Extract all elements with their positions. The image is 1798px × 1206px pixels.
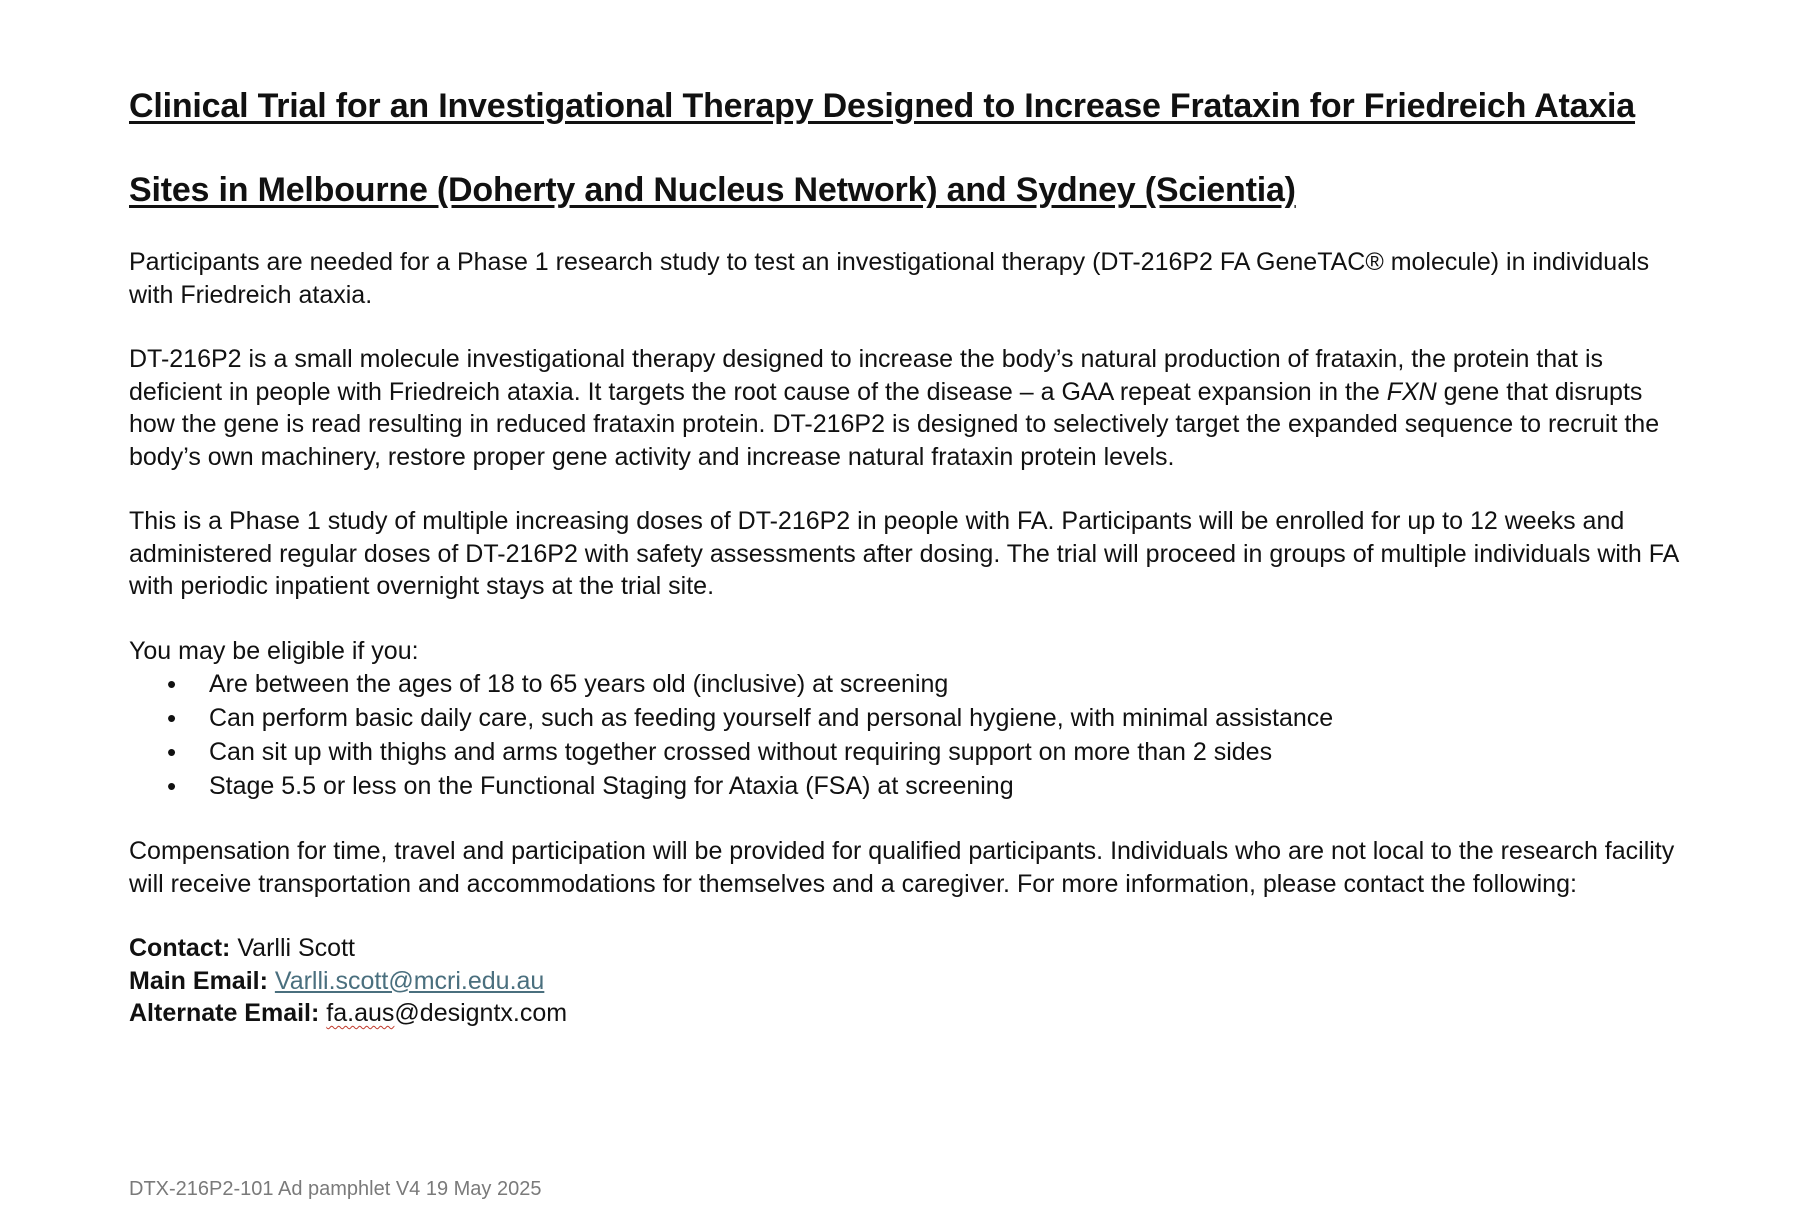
alternate-email-domain: @designtx.com [394, 999, 568, 1027]
eligibility-list [129, 667, 1689, 803]
alternate-email-label: Alternate Email: [129, 999, 320, 1027]
main-email-line [129, 965, 1689, 998]
description-text-2: gene that disrupts how the gene is read resulting in reduced frataxin protein. DT-216P2 is designed to selectively target the expanded sequence to recruit the body’s own machinery, restore proper gene activity and increase natural frataxin protein levels. [129, 377, 1660, 471]
gene-name: FXN [1386, 377, 1437, 406]
study-design-paragraph: This is a Phase 1 study of multiple increasing doses of DT-216P2 in people with FA. Participants will be enrolled for up to 12 weeks and administered regular doses of DT-216P2 with safety assessments after dosing. The trial will proceed in groups of multiple individuals with FA with periodic inpatient overnight stays at the trial site. [129, 507, 1678, 600]
document-footer: DTX-216P2-101 Ad pamphlet V4 19 May 2025 [129, 1178, 542, 1200]
eligibility-item: • Can perform basic daily care, such as feeding yourself and personal hygiene, with minimal assistance [209, 701, 1689, 735]
compensation-paragraph: Compensation for time, travel and participation will be provided for qualified participants. Individuals who are not local to the research facility will receive transportation and accommodations for themselves and a caregiver. For more information, please contact the following: [129, 837, 1675, 898]
contact-name: Varlli Scott [237, 934, 355, 962]
contact-label: Contact: [129, 934, 231, 962]
eligibility-item: • Are between the ages of 18 to 65 years old (inclusive) at screening [209, 667, 1689, 701]
main-email-label: Main Email: [129, 966, 268, 995]
alternate-email-user: fa.aus [326, 999, 395, 1027]
document-subtitle: Sites in Melbourne (Doherty and Nucleus Network) and Sydney (Scientia) [129, 171, 1296, 209]
contact-block [129, 932, 1689, 1030]
document-title: Clinical Trial for an Investigational Therapy Designed to Increase Frataxin for Friedreich Ataxia [129, 87, 1636, 125]
contact-line [129, 932, 1689, 965]
description-paragraph [129, 343, 1689, 473]
eligibility-item: • Stage 5.5 or less on the Functional Staging for Ataxia (FSA) at screening [209, 769, 1689, 803]
description-text-1: DT-216P2 is a small molecule investigational therapy designed to increase the body’s natural production of frataxin, the protein that is deficient in people with Friedreich ataxia. It targets the root cause of the disease – a GAA repeat expansion in the [129, 345, 1603, 406]
intro-paragraph: Participants are needed for a Phase 1 research study to test an investigational therapy (DT-216P2 FA GeneTAC® molecule) in individuals with Friedreich ataxia. [129, 248, 1650, 309]
eligibility-intro: You may be eligible if you: [129, 636, 419, 665]
alternate-email-line [129, 997, 1689, 1030]
eligibility-item: • Can sit up with thighs and arms together crossed without requiring support on more than 2 sides [209, 735, 1689, 769]
document-body [129, 84, 1689, 1030]
main-email-link[interactable]: Varlli.scott@mcri.edu.au [274, 966, 545, 995]
